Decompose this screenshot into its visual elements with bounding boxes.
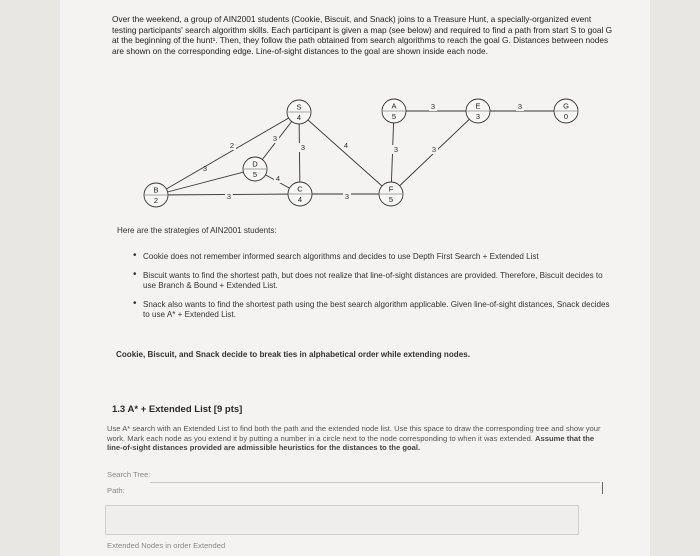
section-title: 1.3 A* + Extended List [9 pts] bbox=[112, 404, 243, 415]
node-name: E bbox=[475, 101, 481, 111]
edge-weight-s-c: 3 bbox=[300, 143, 306, 152]
node-g bbox=[554, 99, 578, 123]
search-tree-label: Search Tree: bbox=[107, 470, 151, 479]
path-label: Path: bbox=[107, 486, 125, 495]
description-text: Use A* search with an Extended List to find both the path and the extended node list. Use this space to draw the corresponding tree and show your work. Mark each node as you extend it by putting a number in a circle next to the node corresponding to when it was extended. bbox=[107, 424, 601, 443]
node-name: S bbox=[296, 102, 302, 112]
description-bold-text: Assume that the line-of-sight distances provided are admissible heuristics for the distances to the goal. bbox=[107, 433, 595, 453]
node-s bbox=[287, 100, 311, 124]
edge-weight-d-c: 4 bbox=[275, 174, 281, 183]
node-a bbox=[382, 99, 406, 123]
question-description bbox=[107, 424, 607, 453]
node-heuristic: 2 bbox=[153, 196, 159, 205]
node-c bbox=[288, 182, 312, 206]
path-input-box[interactable] bbox=[105, 505, 579, 535]
strategy-list bbox=[133, 252, 613, 329]
edge-weight-s-f: 4 bbox=[343, 141, 349, 150]
node-name: A bbox=[391, 101, 397, 111]
edge-weight-c-f: 3 bbox=[344, 192, 350, 201]
node-heuristic: 5 bbox=[388, 195, 394, 204]
node-e bbox=[466, 99, 490, 123]
bullet-cookie: • Cookie does not remember informed search algorithms and decides to use Depth First Search + Extended List bbox=[133, 252, 613, 262]
edge-weight-b-s: 2 bbox=[229, 141, 235, 150]
edge-s-f bbox=[296, 112, 391, 194]
strategies-heading: Here are the strategies of AIN2001 students: bbox=[117, 226, 277, 235]
node-f bbox=[379, 182, 403, 206]
node-name: C bbox=[297, 184, 303, 194]
edge-weight-a-f: 3 bbox=[393, 145, 399, 154]
node-heuristic: 4 bbox=[296, 113, 302, 122]
node-heuristic: 5 bbox=[391, 112, 397, 121]
node-heuristic: 5 bbox=[252, 170, 258, 179]
extended-nodes-label: Extended Nodes in order Extended bbox=[107, 541, 226, 550]
edge-weight-b-d: 3 bbox=[202, 164, 208, 173]
edge-weight-a-e: 3 bbox=[430, 102, 436, 111]
node-d bbox=[243, 157, 267, 181]
node-heuristic: 4 bbox=[297, 195, 303, 204]
search-tree-field[interactable] bbox=[150, 482, 600, 483]
node-name: D bbox=[252, 159, 258, 169]
bullet-biscuit: • Biscuit wants to find the shortest path, but does not realize that line-of-sight distances are provided. Therefore, Biscuit decides to use Branch & Bound + Extended List. bbox=[133, 271, 613, 291]
tie-break-rule: Cookie, Biscuit, and Snack decide to break ties in alphabetical order while extending nodes. bbox=[116, 350, 470, 359]
intro-paragraph: Over the weekend, a group of AIN2001 students (Cookie, Biscuit, and Snack) joins to a Treasure Hunt, a specially-organized event testing participants' search algorithm skills. Each participant is given a map (see below) and required to find a path from start S to goal G at the beginning of the hunt¹. Then, they follow the path obtained from search algorithms to reach the goal G. Distances between nodes are shown on the corresponding edge. Line-of-sight distances to the goal are shown inside each node. bbox=[112, 14, 613, 56]
edge-weight-b-c: 3 bbox=[226, 192, 232, 201]
node-name: G bbox=[563, 101, 569, 111]
node-name: F bbox=[388, 184, 394, 194]
edge-weight-e-f: 3 bbox=[431, 145, 437, 154]
node-b bbox=[144, 183, 168, 207]
text-cursor bbox=[602, 482, 603, 494]
edge-weight-s-d: 3 bbox=[272, 134, 278, 143]
node-heuristic: 0 bbox=[563, 112, 569, 121]
bullet-snack: • Snack also wants to find the shortest path using the best search algorithm applicable. Given line-of-sight distances, Snack decides to use A* + Extended List. bbox=[133, 300, 613, 320]
node-heuristic: 3 bbox=[475, 112, 481, 121]
edge-weight-e-g: 3 bbox=[517, 102, 523, 111]
node-name: B bbox=[153, 185, 159, 195]
